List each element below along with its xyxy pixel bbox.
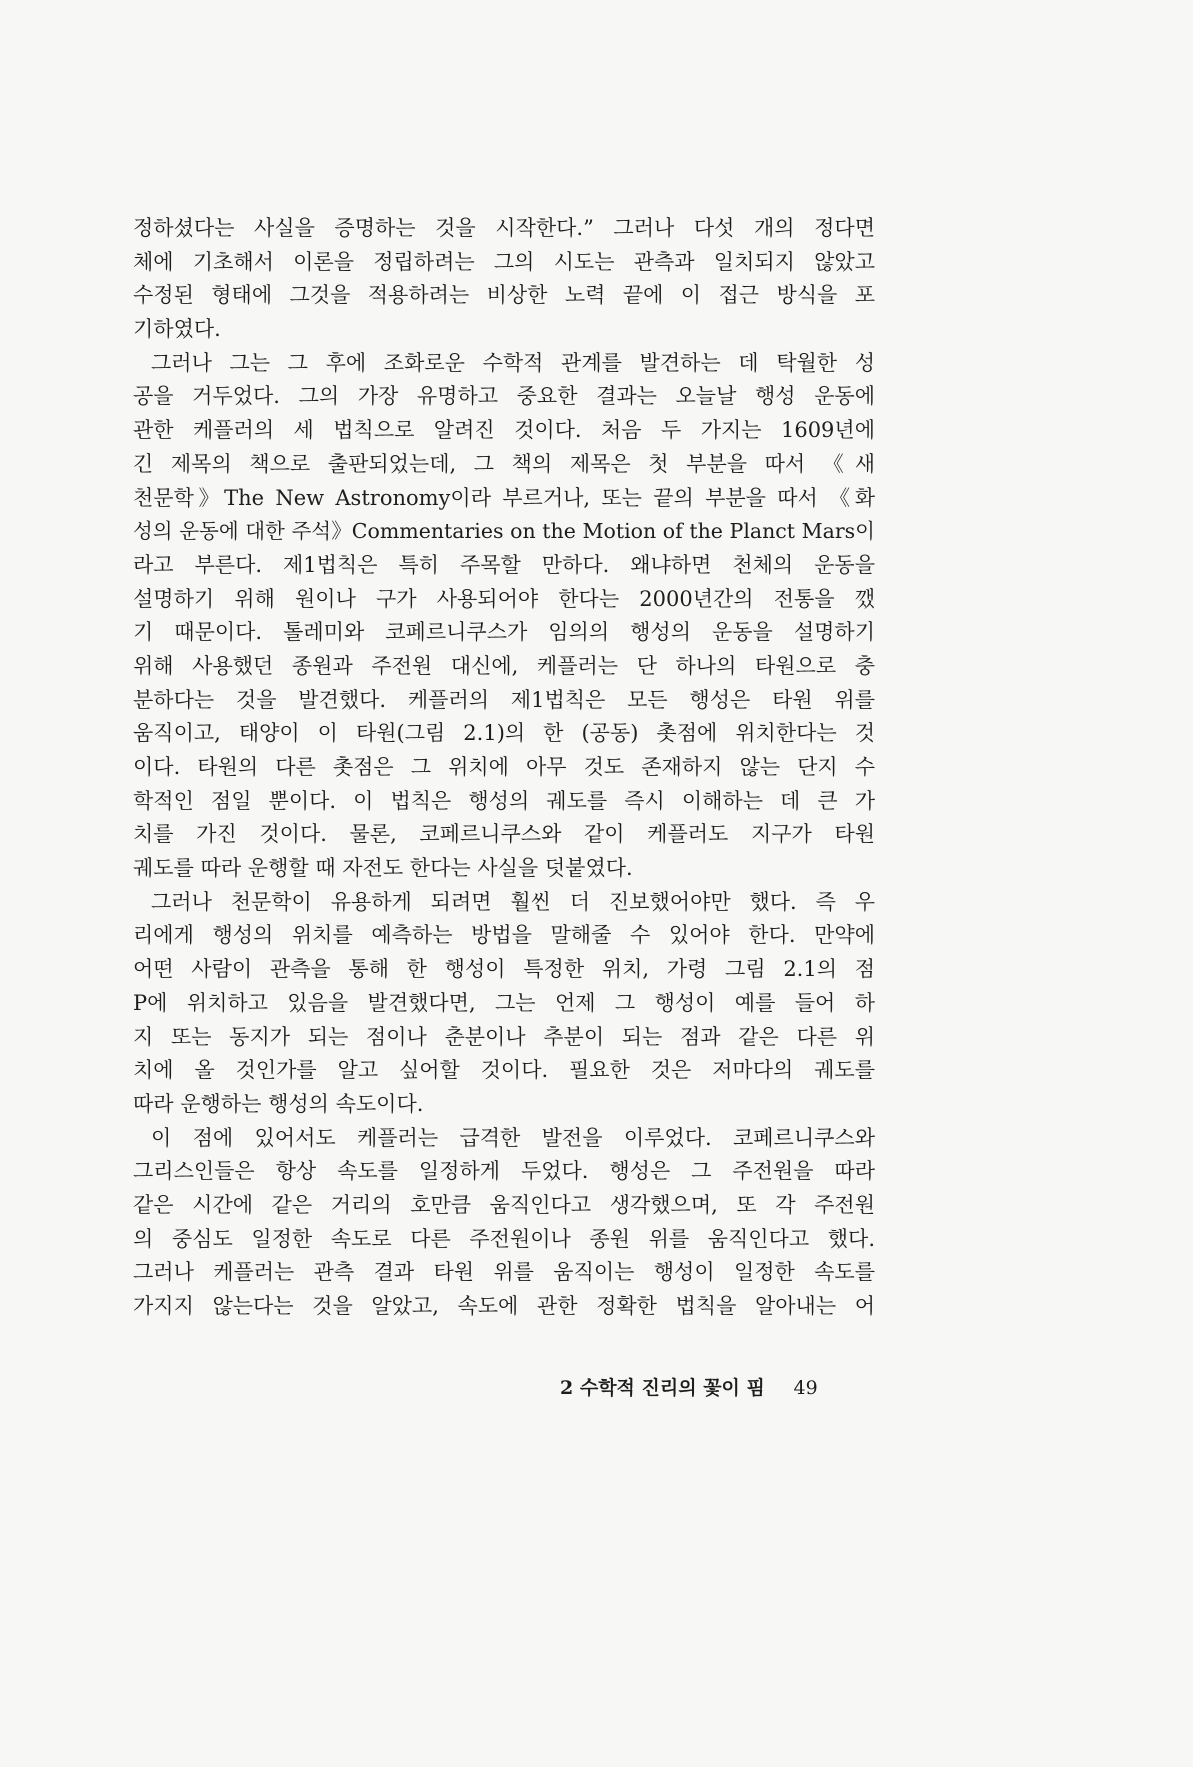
page-number: 49 <box>793 1377 818 1399</box>
text-line: 수정된 형태에 그것을 적용하려는 비상한 노력 끝에 이 접근 방식을 포 <box>133 283 875 308</box>
text-line: 기하였다. <box>133 317 221 342</box>
text-line: 어떤 사람이 관측을 통해 한 행성이 특정한 위치, 가령 그림 2.1의 점 <box>133 957 875 982</box>
text-line: 천문학》The New Astronomy이라 부르거나, 또는 끝의 부분을 따서 《화 <box>133 485 875 510</box>
text-line: 라고 부른다. 제1법칙은 특히 주목할 만하다. 왜냐하면 천체의 운동을 <box>133 552 875 577</box>
page-footer <box>560 1373 875 1400</box>
paragraph-2 <box>133 347 875 886</box>
text-line: 학적인 점일 뿐이다. 이 법칙은 행성의 궤도를 즉시 이해하는 데 큰 가 <box>133 788 875 813</box>
text-line: 그러나 천문학이 유용하게 되려면 훨씬 더 진보했어야만 했다. 즉 우 <box>151 889 875 914</box>
text-line: 공을 거두었다. 그의 가장 유명하고 중요한 결과는 오늘날 행성 운동에 <box>133 384 875 409</box>
text-line: 치에 올 것인가를 알고 싶어할 것이다. 필요한 것은 저마다의 궤도를 <box>133 1058 875 1083</box>
text-line: 지 또는 동지가 되는 점이나 춘분이나 추분이 되는 점과 같은 다른 위 <box>133 1024 875 1049</box>
text-line: 그러나 그는 그 후에 조화로운 수학적 관계를 발견하는 데 탁월한 성 <box>151 350 875 375</box>
text-line: 궤도를 따라 운행할 때 자전도 한다는 사실을 덧붙였다. <box>133 856 633 881</box>
text-line: 긴 제목의 책으로 출판되었는데, 그 책의 제목은 첫 부분을 따서 《새 <box>133 451 875 476</box>
text-line: 이 점에 있어서도 케플러는 급격한 발전을 이루었다. 코페르니쿠스와 <box>151 1125 875 1150</box>
text-line: 설명하기 위해 원이나 구가 사용되어야 한다는 2000년간의 전통을 깼 <box>133 586 875 611</box>
text-line: 정하셨다는 사실을 증명하는 것을 시작한다.” 그러나 다섯 개의 정다면 <box>133 216 875 240</box>
text-line: 움직이고, 태양이 이 타원(그림 2.1)의 한 (공동) 촛점에 위치한다는 것 <box>133 721 875 746</box>
text-line: 이다. 타원의 다른 촛점은 그 위치에 아무 것도 존재하지 않는 단지 수 <box>133 755 875 779</box>
paragraph-4 <box>133 1122 875 1324</box>
text-line: 그리스인들은 항상 속도를 일정하게 두었다. 행성은 그 주전원을 따라 <box>133 1159 875 1184</box>
text-line: 그러나 케플러는 관측 결과 타원 위를 움직이는 행성이 일정한 속도를 <box>133 1260 875 1285</box>
text-line: 치를 가진 것이다. 물론, 코페르니쿠스와 같이 케플러도 지구가 타원 <box>133 822 875 847</box>
paragraph-1 <box>133 212 875 347</box>
text-line: 가지지 않는다는 것을 알았고, 속도에 관한 정확한 법칙을 알아내는 어 <box>133 1294 875 1318</box>
text-line: 체에 기초해서 이론을 정립하려는 그의 시도는 관측과 일치되지 않았고 <box>133 249 875 274</box>
text-line: 관한 케플러의 세 법칙으로 알려진 것이다. 처음 두 가지는 1609년에 <box>133 418 875 443</box>
text-line: 기 때문이다. 톨레미와 코페르니쿠스가 임의의 행성의 운동을 설명하기 <box>133 620 875 645</box>
text-line: 분하다는 것을 발견했다. 케플러의 제1법칙은 모든 행성은 타원 위를 <box>133 687 875 712</box>
page-body <box>133 212 875 1324</box>
text-line: 따라 운행하는 행성의 속도이다. <box>133 1091 424 1116</box>
text-line: 의 중심도 일정한 속도로 다른 주전원이나 종원 위를 움직인다고 했다. <box>133 1226 875 1251</box>
paragraph-3 <box>133 886 875 1122</box>
text-line: 같은 시간에 같은 거리의 호만큼 움직인다고 생각했으며, 또 각 주전원 <box>133 1192 875 1217</box>
text-line: P에 위치하고 있음을 발견했다면, 그는 언제 그 행성이 예를 들어 하 <box>133 990 875 1015</box>
text-line: 리에게 행성의 위치를 예측하는 방법을 말해줄 수 있어야 한다. 만약에 <box>133 923 875 948</box>
text-line: 위해 사용했던 종원과 주전원 대신에, 케플러는 단 하나의 타원으로 충 <box>133 653 875 678</box>
text-line: 성의 운동에 대한 주석》Commentaries on the Motion of the Planct Mars이 <box>133 519 875 544</box>
running-title: 2 수학적 진리의 꽃이 핌 <box>560 1377 765 1399</box>
